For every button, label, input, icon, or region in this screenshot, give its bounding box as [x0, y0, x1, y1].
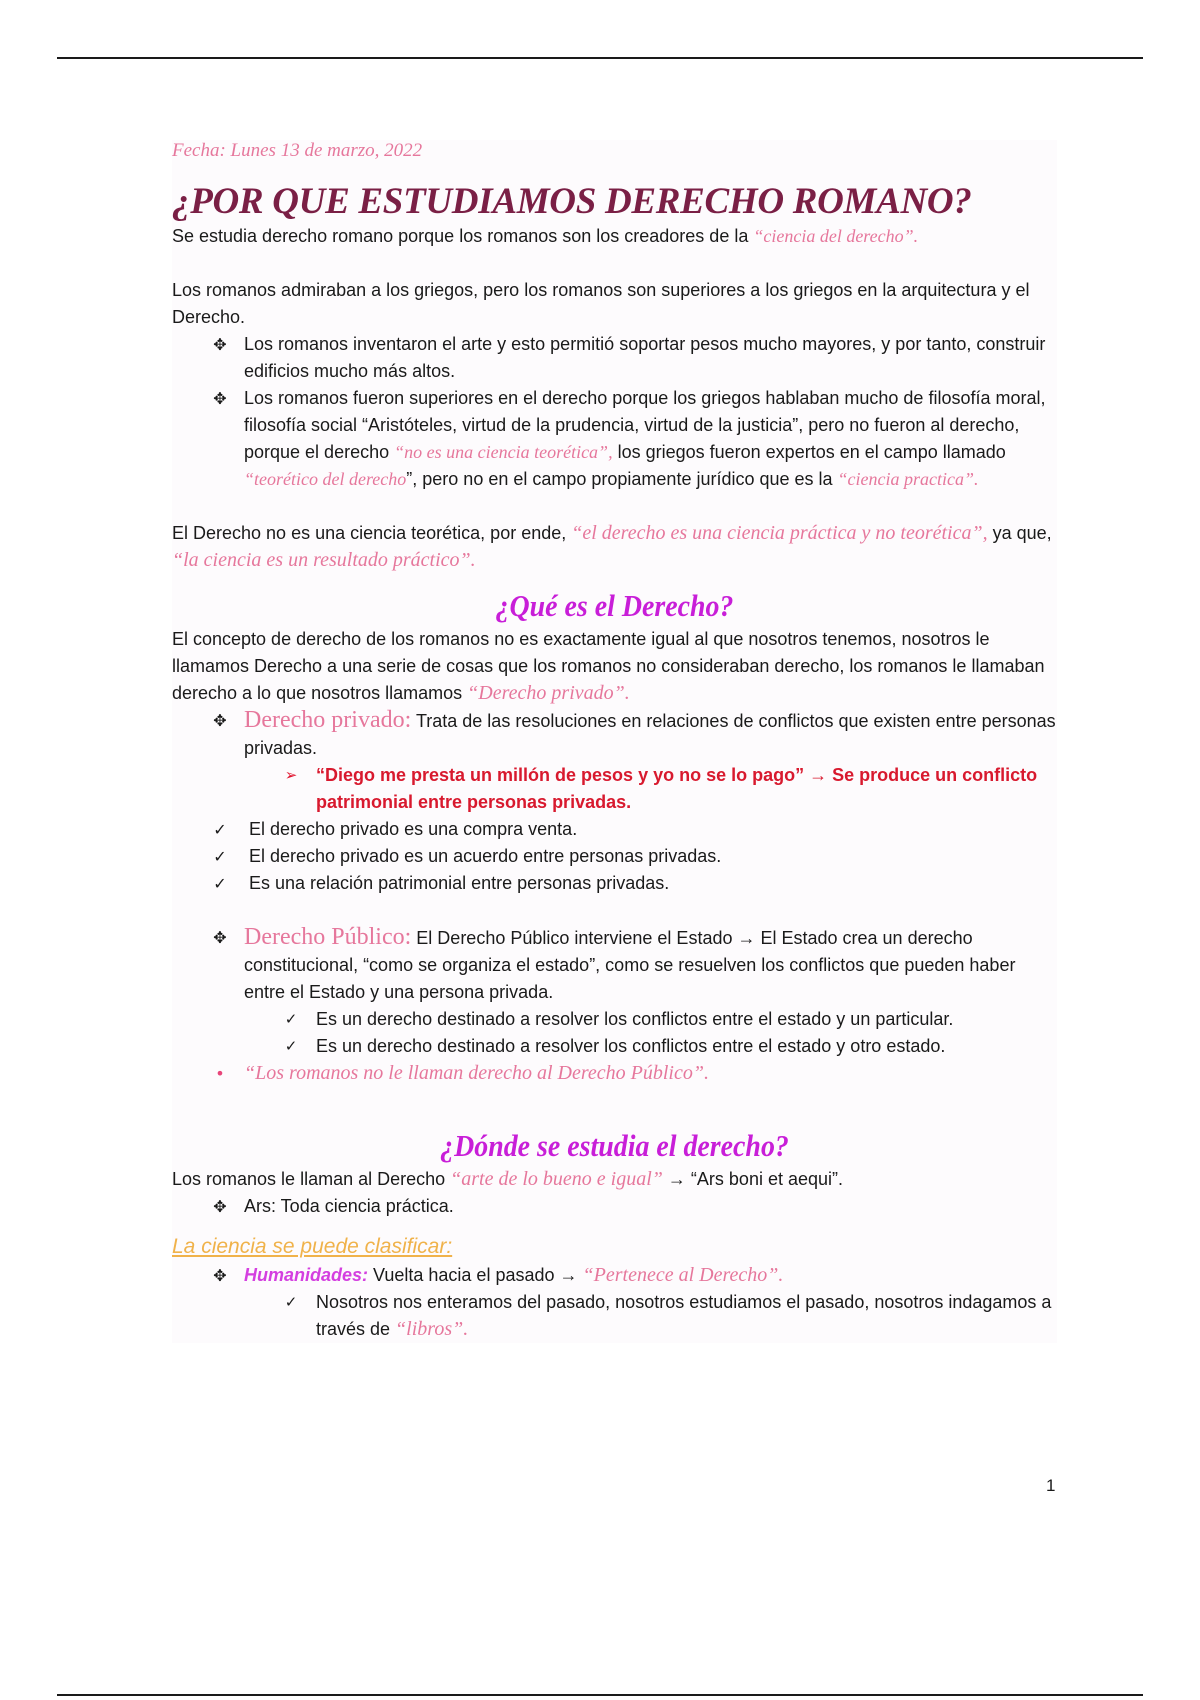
humanidades-label: Humanidades:	[244, 1264, 369, 1285]
check-icon: ✓	[213, 873, 227, 893]
check-icon: ✓	[284, 1292, 298, 1311]
arrow-bullet-icon: ➢	[284, 765, 298, 784]
top-rule	[57, 57, 1143, 59]
paragraph-concepto: El concepto de derecho de los romanos no es exactamente igual al que nosotros tenemos, nosotros le llamamos Derecho a una serie de cosas que los romanos no consideraban derecho, los romanos le llamaban derecho a lo que nosotros llamamos “Derecho privado”.	[172, 628, 1045, 704]
list-item-example: ➢ “Diego me presta un millón de pesos y yo no se lo pago” → Se produce un conflicto patrimonial entre personas privadas.	[172, 762, 1057, 816]
page-content	[172, 140, 1057, 1343]
check-icon: ✓	[284, 1036, 298, 1055]
intro-paragraph: Se estudia derecho romano porque los romanos son los creadores de la “ciencia del derecho”.	[172, 225, 919, 246]
arrow-right-icon: →	[559, 1264, 578, 1285]
check-item: ✓ Es un derecho destinado a resolver los conflictos entre el estado y otro estado.	[172, 1033, 1057, 1060]
list-item-derecho-privado: ✥ Derecho privado: Trata de las resoluciones en relaciones de conflictos que existen entre personas privadas.	[172, 707, 1057, 762]
derecho-publico-label: Derecho Público:	[244, 923, 412, 950]
diamond-bullet-icon: ✥	[213, 927, 227, 947]
section-title-que-es: ¿Qué es el Derecho?	[495, 587, 734, 623]
section-title-donde: ¿Dónde se estudia el derecho?	[440, 1127, 789, 1163]
check-item: ✓ El derecho privado es una compra venta.	[172, 816, 1057, 843]
derecho-privado-label: Derecho privado:	[244, 706, 412, 733]
list-item: ✥ Los romanos fueron superiores en el derecho porque los griegos hablaban mucho de filosofía moral, filosofía social “Aristóteles, virtud de la prudencia, virtud de la justicia”, pero no fueron al derecho, porque el derecho “no es una ciencia teorética”, los griegos fueron expertos en el campo llamado “teorético del derecho”, pero no en el campo propiamente jurídico que es la “ciencia practica”.	[172, 385, 1057, 493]
check-icon: ✓	[284, 1009, 298, 1028]
diamond-bullet-icon: ✥	[213, 334, 227, 354]
arrow-right-icon: →	[662, 1168, 691, 1189]
check-item: ✓ El derecho privado es un acuerdo entre personas privadas.	[172, 843, 1057, 870]
diamond-bullet-icon: ✥	[213, 1265, 227, 1285]
check-item: ✓ Es una relación patrimonial entre personas privadas.	[172, 870, 1057, 897]
subheading-clasificar: La ciencia se puede clasificar:	[172, 1234, 453, 1258]
list-item-humanidades: ✥ Humanidades: Vuelta hacia el pasado → “Pertenece al Derecho”.	[172, 1262, 1057, 1289]
paragraph-ars: Los romanos le llaman al Derecho “arte de lo bueno e igual” → “Ars boni et aequi”.	[172, 1167, 843, 1190]
diamond-bullet-icon: ✥	[213, 1196, 227, 1216]
page-number: 1	[1046, 1476, 1056, 1495]
dot-bullet-icon: •	[215, 1063, 225, 1083]
paragraph-ciencia-practica: El Derecho no es una ciencia teorética, por ende, “el derecho es una ciencia práctica y no teorética”, ya que, “la ciencia es un resultado práctico”.	[172, 521, 1052, 571]
arrow-right-icon: →	[737, 927, 756, 948]
arrow-right-icon: →	[809, 764, 828, 785]
list-item: ✥ Los romanos inventaron el arte y esto permitió soportar pesos mucho mayores, y por tanto, construir edificios mucho más altos.	[172, 331, 1057, 385]
page-title: ¿POR QUE ESTUDIAMOS DERECHO ROMANO?	[172, 181, 972, 222]
diamond-bullet-icon: ✥	[213, 388, 227, 408]
diamond-bullet-icon: ✥	[213, 710, 227, 730]
check-item: ✓ Nosotros nos enteramos del pasado, nosotros estudiamos el pasado, nosotros indagamos a través de “libros”.	[172, 1289, 1057, 1343]
date-line: Fecha: Lunes 13 de marzo, 2022	[172, 140, 423, 161]
list-item-derecho-publico: ✥ Derecho Público: El Derecho Público interviene el Estado → El Estado crea un derecho constitucional, “como se organiza el estado”, como se resuelven los conflictos que pueden haber entre el Estado y una persona privada.	[172, 924, 1057, 1006]
list-item: ✥ Ars: Toda ciencia práctica.	[172, 1193, 1057, 1220]
check-icon: ✓	[213, 846, 227, 866]
intro-quote: “ciencia del derecho”.	[753, 225, 919, 246]
list-item-note: • “Los romanos no le llaman derecho al Derecho Público”.	[172, 1060, 1057, 1087]
bottom-rule	[57, 1694, 1143, 1696]
check-item: ✓ Es un derecho destinado a resolver los conflictos entre el estado y un particular.	[172, 1006, 1057, 1033]
paragraph-griegos: Los romanos admiraban a los griegos, pero los romanos son superiores a los griegos en la arquitectura y el Derecho.	[172, 279, 1030, 327]
check-icon: ✓	[213, 819, 227, 839]
